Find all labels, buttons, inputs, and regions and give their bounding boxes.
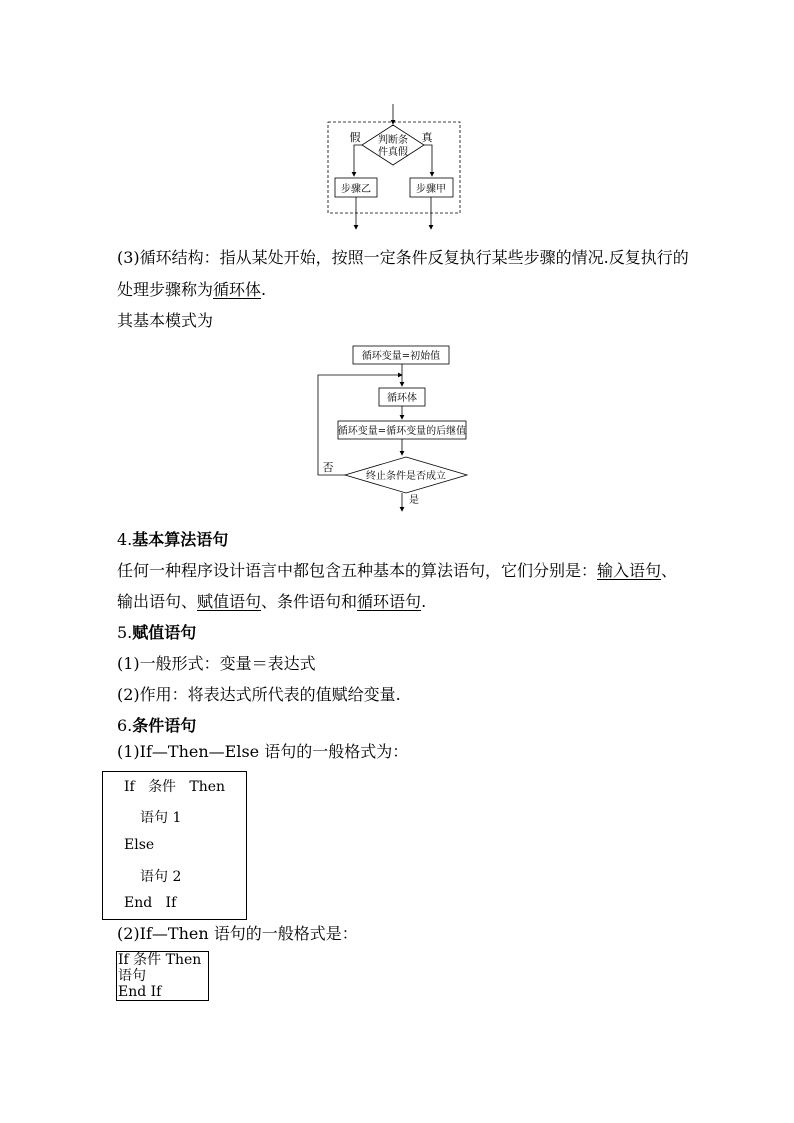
section6-item2: (2)If—Then 语句的一般格式是：	[117, 924, 358, 943]
loop-flowchart	[310, 340, 480, 515]
section6-number: 6.	[117, 716, 133, 735]
false-branch-line	[354, 145, 362, 176]
section5-number: 5.	[117, 623, 133, 642]
code-line: End If	[124, 895, 177, 911]
section4-line2-text1: 输出语句、	[117, 592, 198, 611]
loop-definition-line2	[117, 280, 266, 300]
section4-number: 4.	[117, 530, 133, 549]
yes-label: 是	[409, 495, 419, 506]
init-text: 循环变量=初始值	[361, 351, 441, 362]
selection-flowchart	[320, 100, 470, 235]
section4-title: 基本算法语句	[132, 530, 229, 549]
if-then-code-box	[116, 951, 209, 1001]
input-statement-term: 输入语句	[597, 561, 662, 580]
if-then-else-code-box	[102, 771, 247, 920]
true-label: 真	[421, 131, 433, 144]
loop-definition-suffix: .	[261, 280, 267, 299]
section4-line1-text: 任何一种程序设计语言中都包含五种基本的算法语句，它们分别是：	[117, 561, 598, 580]
body-text: 循环体	[387, 393, 417, 404]
update-text: 循环变量=循环变量的后继值	[337, 426, 467, 437]
section4-line2	[117, 592, 426, 612]
section5-heading	[117, 623, 196, 643]
loop-condition-text: 终止条件是否成立	[366, 471, 446, 482]
section5-title: 赋值语句	[132, 623, 197, 642]
condition-text-1: 判断条	[378, 135, 408, 146]
code-line: 语句 1	[140, 810, 182, 826]
pattern-label: 其基本模式为	[117, 311, 214, 330]
false-label: 假	[349, 131, 361, 144]
loop-statement-term: 循环语句	[357, 592, 422, 611]
section6-title: 条件语句	[132, 716, 197, 735]
no-label: 否	[322, 461, 334, 474]
loop-definition-prefix: 处理步骤称为	[117, 280, 214, 299]
code-line: 语句	[118, 968, 146, 984]
section4-heading	[117, 530, 228, 550]
code-line: If 条件 Then	[124, 779, 226, 795]
step-a-text: 步骤甲	[416, 184, 446, 195]
code-line: 语句 2	[140, 869, 182, 885]
step-b-text: 步骤乙	[341, 184, 371, 195]
code-line: Else	[124, 837, 155, 853]
section6-heading	[117, 716, 196, 736]
section6-item1: (1)If—Then—Else 语句的一般格式为：	[117, 742, 409, 761]
loop-definition-line1: (3)循环结构：指从某处开始，按照一定条件反复执行某些步骤的情况.反复执行的	[117, 248, 689, 267]
loop-body-term: 循环体	[213, 280, 262, 299]
assignment-statement-term: 赋值语句	[197, 592, 262, 611]
section5-item2: (2)作用：将表达式所代表的值赋给变量.	[117, 685, 401, 704]
section5-item1: (1)一般形式：变量＝表达式	[117, 654, 316, 673]
code-line: End If	[118, 984, 162, 1000]
section4-line1	[117, 561, 677, 581]
condition-text-2: 件真假	[378, 147, 408, 158]
code-line: If 条件 Then	[118, 952, 202, 968]
true-branch-line	[424, 145, 432, 176]
section4-line2-text2: 、条件语句和	[261, 592, 358, 611]
section4-line1-end: 、	[661, 561, 678, 580]
section4-line2-end: .	[421, 592, 427, 611]
